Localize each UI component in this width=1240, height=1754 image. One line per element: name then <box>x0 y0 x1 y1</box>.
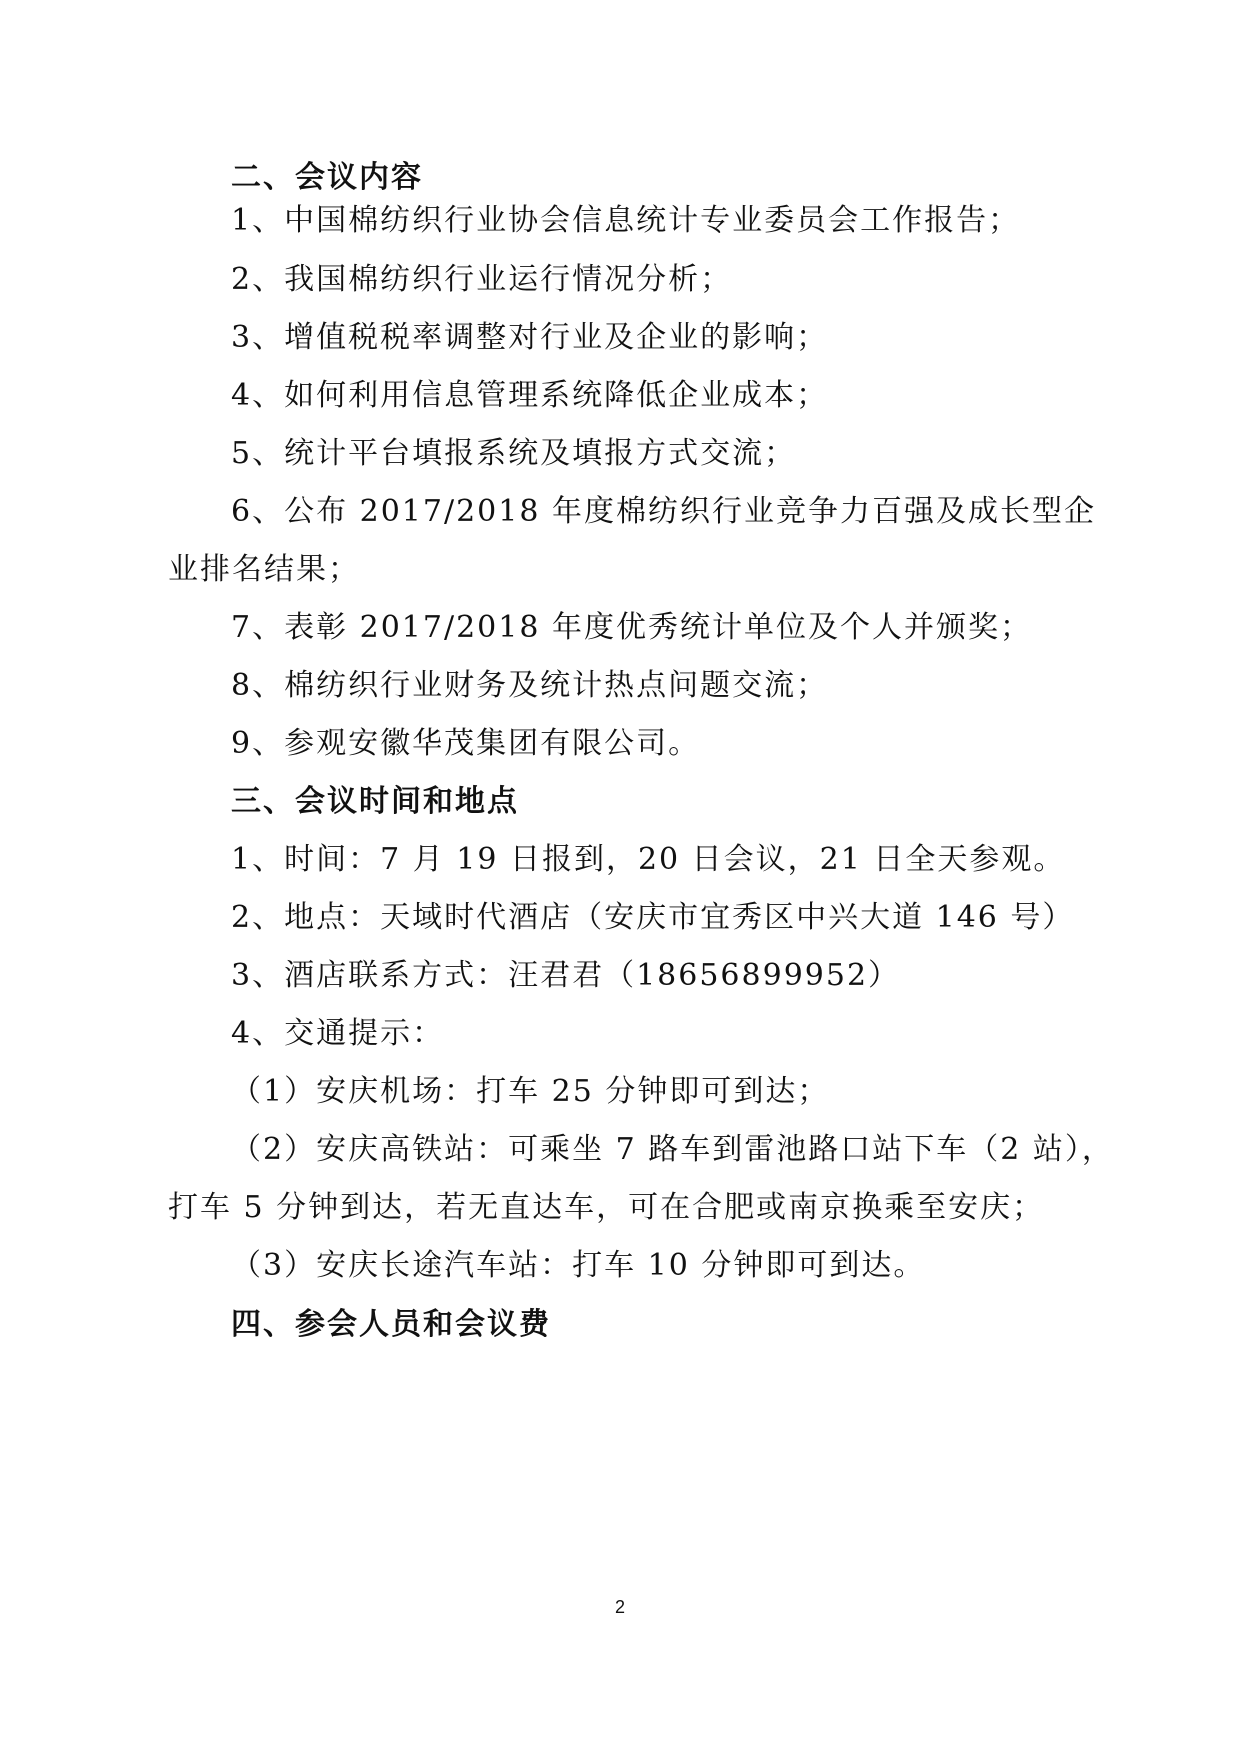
time-item: 1、时间：7 月 19 日报到，20 日会议，21 日全天参观。 <box>231 842 1066 877</box>
content-item-2: 2、我国棉纺织行业运行情况分析； <box>231 262 733 297</box>
content-item-8: 8、棉纺织行业财务及统计热点问题交流； <box>231 668 829 703</box>
section-heading-time-place: 三、会议时间和地点 <box>231 784 519 819</box>
hotel-contact-item: 3、酒店联系方式：汪君君（18656899952） <box>231 958 901 993</box>
section-heading-attendees: 四、参会人员和会议费 <box>231 1307 551 1342</box>
content-item-7: 7、表彰 2017/2018 年度优秀统计单位及个人并颁奖； <box>231 610 1032 645</box>
content-item-6-continued: 业排名结果； <box>168 552 360 587</box>
section-heading-content: 二、会议内容 <box>231 160 423 195</box>
content-item-3: 3、增值税税率调整对行业及企业的影响； <box>231 320 829 355</box>
content-item-4: 4、如何利用信息管理系统降低企业成本； <box>231 378 829 413</box>
content-item-5: 5、统计平台填报系统及填报方式交流； <box>231 436 797 471</box>
content-item-9: 9、参观安徽华茂集团有限公司。 <box>231 726 701 761</box>
page-number: 2 <box>614 1597 625 1617</box>
transport-rail-item: （2）安庆高铁站：可乘坐 7 路车到雷池路口站下车（2 站）， <box>231 1132 1114 1167</box>
transport-bus-item: （3）安庆长途汽车站：打车 10 分钟即可到达。 <box>231 1248 926 1283</box>
transport-airport-item: （1）安庆机场：打车 25 分钟即可到达； <box>231 1074 830 1109</box>
content-item-1: 1、中国棉纺织行业协会信息统计专业委员会工作报告； <box>231 203 1021 238</box>
transport-heading-item: 4、交通提示： <box>231 1016 445 1051</box>
transport-rail-item-continued: 打车 5 分钟到达，若无直达车，可在合肥或南京换乘至安庆； <box>168 1190 1045 1225</box>
place-item: 2、地点：天域时代酒店（安庆市宜秀区中兴大道 146 号） <box>231 900 1075 935</box>
content-item-6: 6、公布 2017/2018 年度棉纺织行业竞争力百强及成长型企 <box>231 494 1096 529</box>
